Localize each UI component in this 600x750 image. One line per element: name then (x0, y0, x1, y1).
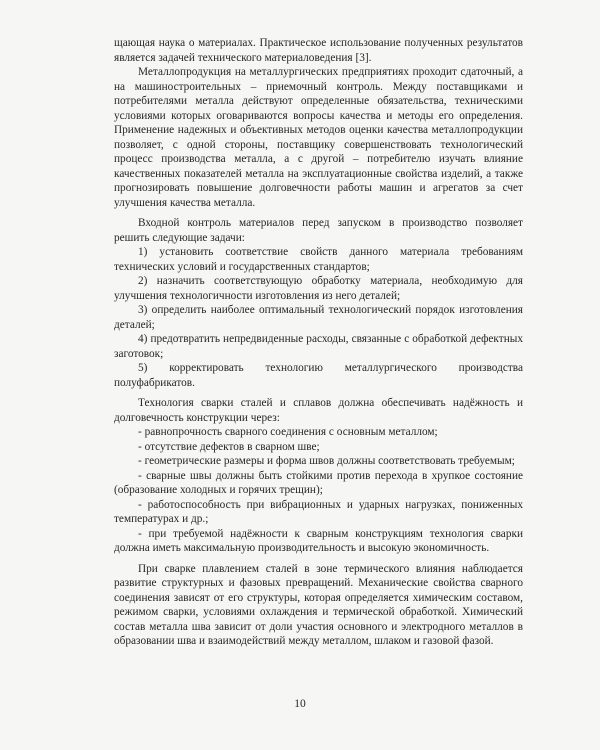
bullet-item-5: - работоспособность при вибрационных и ударных нагрузках, пониженных температурах и др.; (114, 498, 523, 525)
paragraph-welding-technology: Технология сварки сталей и сплавов должна обеспечивать надёжность и долговечность конструкции через: (114, 397, 523, 424)
bullet-item-3: - геометрические размеры и форма швов должны соответствовать требуемым; (138, 455, 515, 467)
list-item-4: 4) предотвратить непредвиденные расходы, связанные с обработкой дефектных заготовок; (114, 333, 523, 360)
paragraph-input-control: Входной контроль материалов перед запуском в производство позволяет решить следующие задачи: (114, 217, 523, 244)
paragraph-continuation: щающая наука о материалах. Практическое использование полученных результатов является задачей технического материаловедения [3]. (114, 37, 523, 64)
list-item-2: 2) назначить соответствующую обработку материала, необходимую для улучшения технологичности изготовления из него деталей; (114, 275, 523, 302)
bullet-item-4: - сварные швы должны быть стойкими против перехода в хрупкое состояние (образование холодных и горячих трещин); (114, 469, 523, 496)
list-item-5: 5) корректировать технологию металлургического производства полуфабрикатов. (114, 362, 523, 389)
paragraph-fusion-welding: При сварке плавлением сталей в зоне термического влияния наблюдается развитие структурных и фазовых превращений. Механические свойства сварного соединения зависят от его структуры, которая определяется химическим составом, режимом сварки, условиями охлаждения и термической обработкой. Химический состав металла шва зависит от доли участия основного и электродного металлов в образовании шва и взаимодействий между металлом, шлаком и газовой фазой. (114, 562, 523, 647)
list-item-3: 3) определить наиболее оптимальный технологический порядок изготовления деталей; (114, 304, 523, 331)
list-item-1: 1) установить соответствие свойств данного материала требованиям технических условий и государственных стандартов; (114, 246, 523, 273)
bullet-item-6: - при требуемой надёжности к сварным конструкциям технология сварки должна иметь максимальную производительность и высокую экономичность. (114, 527, 523, 554)
paragraph-quality-control: Металлопродукция на металлургических предприятиях проходит сдаточный, а на машиностроительных – приемочный контроль. Между поставщиками и потребителями металла действуют определенные обязательства, техническими условиями которых оговариваются вопросы качества и методы его определения. Применение надежных и объективных методов оценки качества металлопродукции позволяет, с одной стороны, поставщику совершенствовать технологический процесс производства металла, а с другой – потребителю изучать влияние качественных показателей металла на эксплуатационные свойства изделий, а также прогнозировать повышение долговечности работы машин и агрегатов за счет улучшения качества металла. (114, 66, 523, 209)
body-text (114, 36, 523, 649)
page-number: 10 (294, 698, 306, 710)
bullet-item-2: - отсутствие дефектов в сварном шве; (138, 440, 320, 453)
bullet-item-1: - равнопрочность сварного соединения с основным металлом; (138, 426, 438, 438)
